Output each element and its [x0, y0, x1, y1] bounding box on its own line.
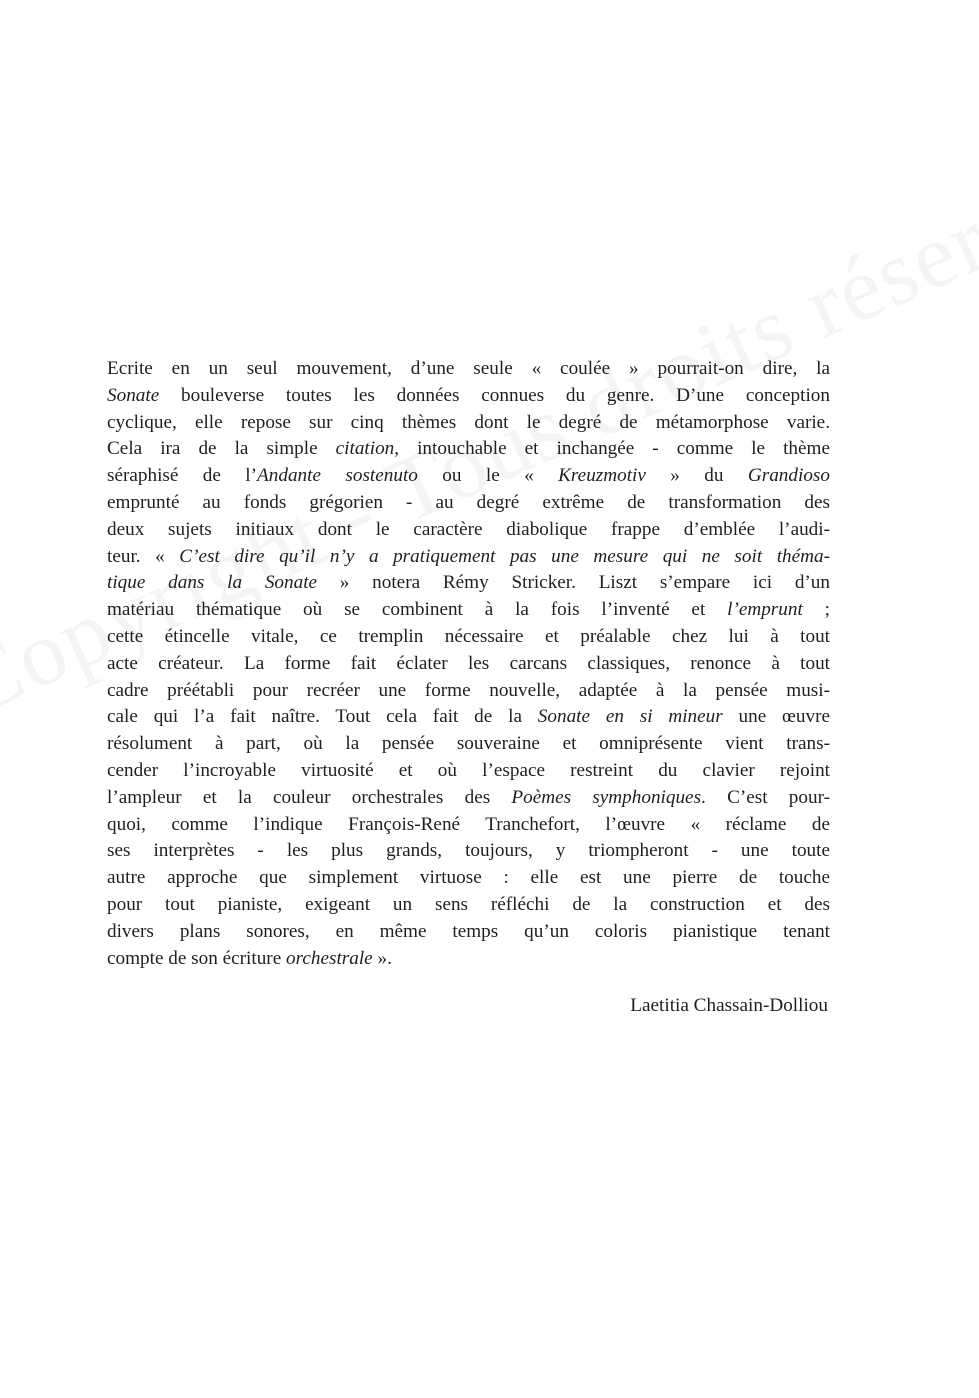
text-run: » du	[645, 465, 748, 487]
text-run: quoi, comme l’indique François-René Tranchefort, l’œuvre « réclame de	[107, 813, 830, 835]
text-run: matériau thématique où se combinent à la fois l’inventé et	[107, 599, 728, 621]
text-run: ;	[802, 599, 830, 621]
text-run: , intouchable et inchangée - comme le thème	[394, 438, 830, 460]
text-run: cyclique, elle repose sur cinq thèmes dont le degré de métamorphose varie.	[107, 411, 830, 433]
text-line	[107, 383, 830, 410]
italic-text-run: Kreuzmotiv	[558, 465, 646, 487]
text-line	[107, 731, 830, 758]
text-line	[107, 919, 830, 946]
text-run: acte créateur. La forme fait éclater les carcans classiques, renonce à tout	[107, 652, 830, 674]
text-line	[107, 624, 830, 651]
body-paragraph	[107, 356, 830, 972]
text-line	[107, 865, 830, 892]
text-line	[107, 651, 830, 678]
text-line	[107, 597, 830, 624]
italic-text-run: C’est dire qu’il n’y a pratiquement pas une mesure qui ne soit théma-	[179, 545, 830, 567]
text-line	[107, 544, 830, 571]
text-run: l’ampleur et la couleur orchestrales des	[107, 786, 512, 808]
text-line	[107, 704, 830, 731]
text-line	[107, 812, 830, 839]
text-line	[107, 517, 830, 544]
italic-text-run: orchestrale	[286, 947, 373, 969]
italic-text-run: Sonate	[107, 384, 160, 406]
text-run: compte de son écriture	[107, 947, 287, 969]
text-run: cette étincelle vitale, ce tremplin nécessaire et préalable chez lui à tout	[107, 625, 830, 647]
text-run: une œuvre	[722, 706, 830, 728]
author-signature: Laetitia Chassain-Dolliou	[630, 995, 828, 1016]
italic-text-run: Poèmes symphoniques	[511, 786, 702, 808]
text-line	[107, 356, 830, 383]
italic-text-run: Sonate en si mineur	[537, 706, 723, 728]
italic-text-run: Andante sostenuto	[257, 465, 418, 487]
text-run: ou le «	[417, 465, 559, 487]
text-line	[107, 946, 830, 973]
text-run: ».	[372, 947, 392, 969]
text-run: cender l’incroyable virtuosité et où l’espace restreint du clavier rejoint	[107, 759, 830, 781]
text-run: résolument à part, où la pensée souveraine et omniprésente vient trans-	[107, 733, 830, 755]
text-run: bouleverse toutes les données connues du genre. D’une conception	[159, 384, 830, 406]
text-line	[107, 410, 830, 437]
text-run: Ecrite en un seul mouvement, d’une seule « coulée » pourrait-on dire, la	[107, 358, 830, 379]
text-run: teur. «	[107, 545, 180, 567]
italic-text-run: citation	[335, 438, 395, 460]
text-run: emprunté au fonds grégorien - au degré extrême de transformation des	[107, 491, 830, 513]
text-run: ses interprètes - les plus grands, toujours, y triompheront - une toute	[107, 840, 830, 862]
text-line	[107, 758, 830, 785]
text-line	[107, 838, 830, 865]
text-run: autre approche que simplement virtuose : elle est une pierre de touche	[107, 867, 830, 889]
text-line	[107, 892, 830, 919]
text-run: cale qui l’a fait naître. Tout cela fait de la	[107, 706, 538, 728]
italic-text-run: tique dans la Sonate	[107, 572, 318, 594]
text-line	[107, 436, 830, 463]
text-run: séraphisé de l’	[107, 465, 258, 487]
text-run: deux sujets initiaux dont le caractère diabolique frappe d’emblée l’audi-	[107, 518, 830, 540]
text-line	[107, 490, 830, 517]
text-run: » notera Rémy Stricker. Liszt s’empare ici d’un	[317, 572, 830, 594]
text-run: cadre préétabli pour recréer une forme nouvelle, adaptée à la pensée musi-	[107, 679, 830, 701]
italic-text-run: l’emprunt	[727, 599, 803, 621]
text-line	[107, 678, 830, 705]
text-run: pour tout pianiste, exigeant un sens réfléchi de la construction et des	[107, 893, 830, 915]
text-run: Cela ira de la simple	[107, 438, 336, 460]
text-run: . C’est pour-	[701, 786, 830, 808]
italic-text-run: Grandioso	[747, 465, 830, 487]
text-line	[107, 785, 830, 812]
text-line	[107, 570, 830, 597]
text-line	[107, 463, 830, 490]
text-run: divers plans sonores, en même temps qu’un coloris pianistique tenant	[107, 920, 830, 942]
